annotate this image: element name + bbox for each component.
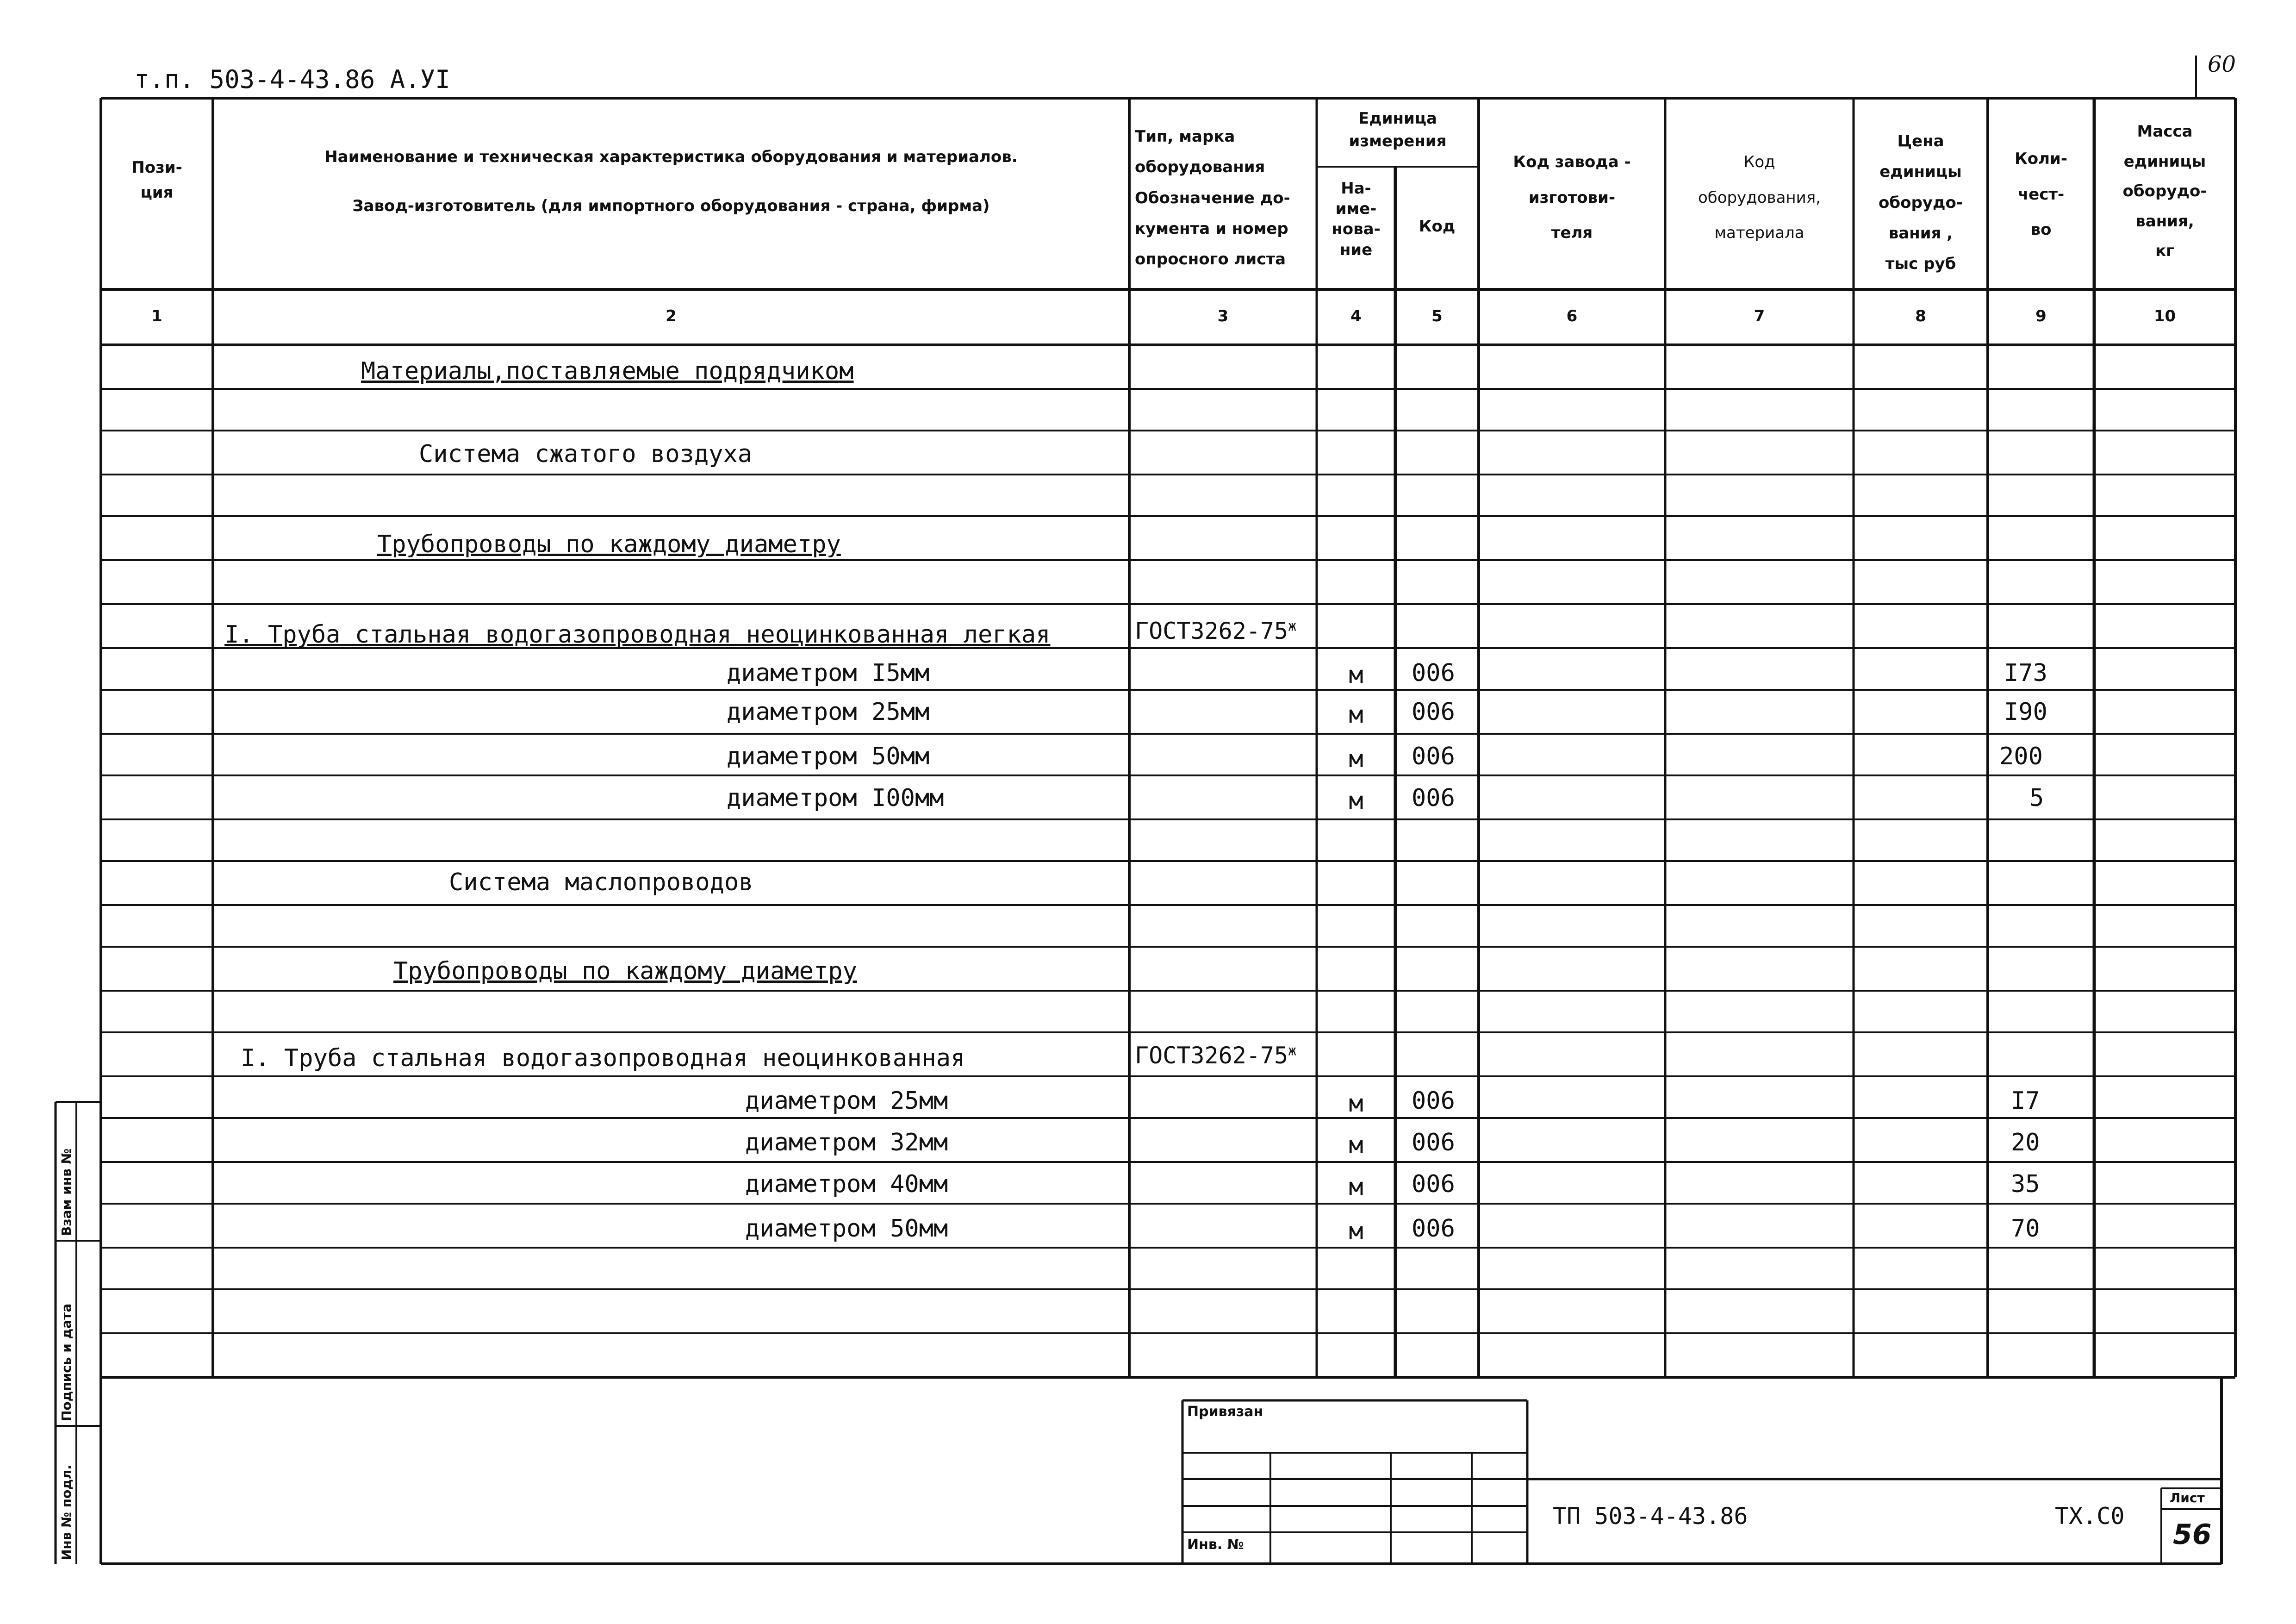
stamp-sheet-label: Лист [2170,1490,2205,1505]
item-unit: м [1349,787,1363,815]
item-diameter: диаметром I00мм [727,784,944,812]
header-price: Цена единицы оборудо- вания , тыс руб [1879,132,1963,274]
item-quantity: 20 [2011,1129,2040,1156]
item-unit-code: 006 [1412,1215,1455,1243]
item-quantity: 200 [1999,743,2043,770]
item-unit-code: 006 [1412,743,1455,770]
header-name-line2: Завод-изготовитель (для импортного оборудования - страна, фирма) [352,197,990,215]
margin-label-replace-inv: Взам инв № [59,1148,74,1236]
margin-label-original-inv: Инв № подл. [59,1464,74,1560]
item-quantity: 70 [2011,1215,2040,1243]
item-unit: м [1349,701,1363,729]
header-unit-name: На- име- нова- ние [1332,179,1381,259]
doc-code-top: т.п. 503-4-43.86 А.УI [134,65,450,94]
stamp-sheet-number: 56 [2173,1518,2212,1551]
item-diameter: диаметром 50мм [727,743,930,770]
item-unit-code: 006 [1412,1129,1455,1156]
item-diameter: диаметром 25мм [727,698,930,726]
header-position: Пози- ция [131,158,182,202]
item-quantity: 35 [2011,1170,2040,1198]
header-quantity: Коли- чест- во [2015,150,2067,239]
item-name: I. Труба стальная водогазопроводная неоцинкованная легкая [224,621,1051,649]
item-unit-code: 006 [1412,1170,1455,1198]
group-title: Трубопроводы по каждому диаметру [377,531,841,558]
col-number: 2 [666,307,677,325]
col-number: 9 [2035,307,2047,325]
item-unit: м [1349,1131,1363,1159]
item-unit-code: 006 [1412,784,1455,812]
item-name: I. Труба стальная водогазопроводная неоцинкованная [241,1044,965,1072]
item-quantity: I73 [2004,659,2047,687]
section-title: Материалы,поставляемые подрядчиком [361,357,854,385]
item-unit: м [1349,745,1363,773]
item-unit-code: 006 [1412,698,1455,726]
stamp-privyazan: Привязан [1187,1404,1263,1420]
col-number: 7 [1754,307,1765,325]
header-type-doc: Тип, марка оборудования Обозначение до- кумента и номер опросного листа [1135,127,1290,269]
item-doc: $ГОСТ3262-75^ж$ [1135,1042,1297,1069]
col-number: 5 [1431,307,1443,325]
col-number: 3 [1217,307,1229,325]
item-diameter: диаметром 25мм [745,1087,948,1115]
col-number: 10 [2153,307,2176,325]
item-unit: м [1349,661,1363,689]
header-equipment-code: Код оборудования, материала [1698,153,1821,242]
header-mass: Масса единицы оборудо- вания, кг [2122,122,2207,261]
subsection-title: Система маслопроводов [449,868,753,896]
col-number: 4 [1350,307,1362,325]
item-unit: м [1349,1090,1363,1118]
page-corner-mark: 60 [2208,51,2236,77]
subsection-title: Система сжатого воздуха [419,440,753,468]
stamp-inv-no: Инв. № [1187,1537,1244,1553]
item-diameter: диаметром I5мм [727,659,930,687]
col-number: 1 [151,307,162,325]
item-quantity: I90 [2004,698,2047,726]
header-name-line1: Наименование и техническая характеристика оборудования и материалов. [324,148,1018,166]
header-unit-code: Код [1419,217,1456,236]
item-quantity: I7 [2011,1087,2040,1115]
header-unit-group: Единица измерения [1349,109,1447,151]
margin-label-signature-date: Подпись и дата [59,1303,74,1421]
item-unit-code: 006 [1412,1087,1455,1115]
item-diameter: диаметром 40мм [745,1170,948,1198]
header-factory-code: Код завода - изготови- теля [1513,153,1631,242]
item-doc: $ГОСТ3262-75^ж$ [1135,618,1297,644]
stamp-section: ТХ.С0 [2055,1503,2125,1530]
stamp-doc-code: ТП 503-4-43.86 [1553,1503,1748,1530]
item-unit-code: 006 [1412,659,1455,687]
item-diameter: диаметром 32мм [745,1129,948,1156]
col-number: 6 [1566,307,1578,325]
col-number: 8 [1915,307,1926,325]
item-unit: м [1349,1173,1363,1201]
item-diameter: диаметром 50мм [745,1215,948,1243]
item-quantity: 5 [2029,784,2044,812]
group-title: Трубопроводы по каждому диаметру [393,957,857,985]
item-unit: м [1349,1218,1363,1245]
